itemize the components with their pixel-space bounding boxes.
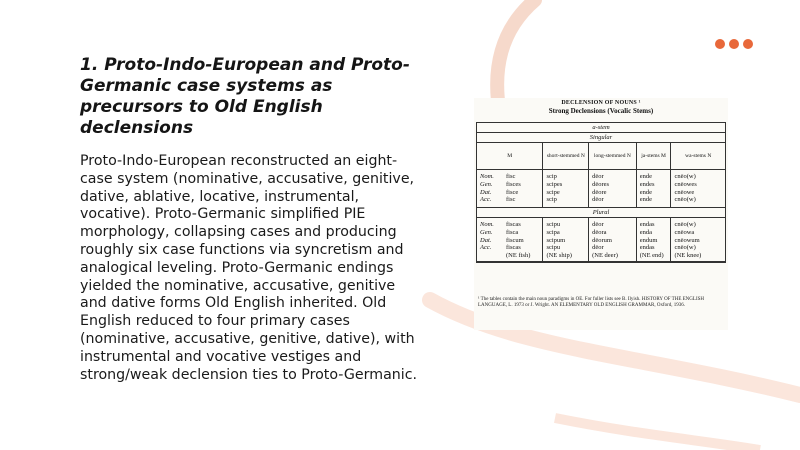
table-cell	[588, 170, 636, 207]
noun-form: fisca	[506, 228, 519, 236]
more-dots-icon[interactable]	[715, 39, 753, 49]
dot-2	[729, 39, 739, 49]
modern-english-gloss: (NE deer)	[592, 252, 618, 260]
table-cell	[636, 218, 671, 261]
table-footnote: ¹ The tables contain the main noun paradigms in OE. For fuller lists see B. Ilyish. HISTORY OF THE ENGLISH LANGUAGE, L. 1973 or J. Wright. AN ELEMENTARY OLD ENGLISH GRAMMAR, Oxford, 1936.	[478, 297, 705, 308]
declension-table-image	[474, 98, 728, 330]
noun-form: dēor	[592, 244, 604, 252]
noun-form: dēores	[592, 180, 610, 188]
noun-form: enda	[639, 228, 652, 236]
noun-form: scipum	[546, 236, 566, 244]
table-cell	[670, 170, 725, 207]
noun-form: cnēo(w)	[674, 221, 696, 228]
noun-form: fisces	[506, 180, 521, 188]
noun-form: scipu	[546, 221, 561, 228]
noun-form: dēor	[592, 196, 604, 204]
noun-form: endas	[639, 221, 655, 228]
table-heading: DECLENSION OF NOUNS ¹	[561, 100, 641, 106]
noun-form: scipe	[546, 188, 560, 196]
noun-form: cnēo(w)	[674, 196, 696, 204]
noun-form: cnēo(w)	[674, 173, 696, 180]
noun-form: dēor	[592, 221, 604, 228]
noun-form: fiscum	[506, 236, 524, 244]
slide-title: 1. Proto-Indo-European and Proto-Germanic case systems as precursors to Old English declensions	[80, 55, 410, 138]
column-header: long-stemmed N	[588, 143, 636, 169]
noun-form: scipa	[546, 228, 560, 236]
noun-form: ende	[639, 196, 652, 204]
column-header: ja-stems M	[636, 143, 671, 169]
noun-form: fiscas	[506, 221, 521, 228]
dot-3	[743, 39, 753, 49]
case-label: Dat.	[480, 236, 492, 244]
noun-form: fiscas	[506, 244, 521, 252]
noun-form: dēorum	[592, 236, 612, 244]
noun-form: dēor	[592, 173, 604, 180]
table-cell	[588, 218, 636, 261]
plural-label: Plural	[477, 208, 725, 218]
noun-form: cnēowes	[674, 180, 697, 188]
table-cell	[542, 170, 588, 207]
table-subheading: Strong Declensions (Vocalic Stems)	[548, 107, 654, 115]
dot-1	[715, 39, 725, 49]
singular-forms	[477, 170, 725, 208]
column-header: M	[507, 153, 513, 159]
case-label: Dat.	[480, 188, 492, 196]
noun-form: scip	[546, 196, 557, 204]
noun-form: cnēowum	[674, 236, 700, 244]
singular-label: Singular	[477, 133, 725, 143]
noun-form: cnēo(w)	[674, 244, 696, 252]
table-cell	[670, 218, 725, 261]
noun-form: dēora	[592, 228, 607, 236]
case-label: Nom.	[480, 173, 494, 180]
modern-english-gloss: (NE fish)	[506, 252, 531, 260]
noun-form: fisce	[506, 188, 519, 196]
noun-form: scipu	[546, 244, 561, 252]
noun-form: fisc	[506, 173, 516, 180]
noun-form: ende	[639, 173, 652, 180]
column-header: wa-stems N	[670, 143, 725, 169]
case-label: Acc.	[480, 196, 492, 204]
column-header-row	[477, 143, 725, 170]
noun-form: endas	[639, 244, 655, 252]
modern-english-gloss: (NE knee)	[674, 252, 702, 260]
modern-english-gloss: (NE ship)	[546, 252, 572, 260]
modern-english-gloss: (NE end)	[639, 252, 664, 260]
table-cell	[542, 218, 588, 261]
case-label: Gen.	[480, 180, 493, 188]
case-label: Acc.	[480, 244, 492, 252]
plural-forms	[477, 218, 725, 262]
table-cell	[477, 218, 542, 261]
declension-table	[476, 122, 726, 263]
noun-form: cnēowa	[674, 228, 695, 236]
table-cell	[477, 170, 542, 207]
noun-form: scip	[546, 173, 557, 180]
case-label: Nom.	[480, 221, 494, 228]
noun-form: fisc	[506, 196, 516, 204]
noun-form: scipes	[546, 180, 563, 188]
noun-form: endes	[639, 180, 655, 188]
noun-form: cnēowe	[674, 188, 695, 196]
table-cell	[636, 170, 671, 207]
slide-body-text: Proto-Indo-European reconstructed an eight-case system (nominative, accusative, genitive, dative, ablative, locative, instrumental, vocative). Proto-Germanic simplified PIE morphology, collapsing cases and producing roughly six case functions via syncretism and analogical leveling. Proto-Germanic endings yielded the nominative, accusative, genitive and dative forms Old English inherited. Old English reduced to four primary cases (nominative, accusative, genitive, dative), with instrumental and vocative vestiges and strong/weak declension ties to Proto-Germanic.	[80, 153, 418, 383]
case-label: Gen.	[480, 228, 493, 236]
noun-form: endum	[639, 236, 658, 244]
noun-form: ende	[639, 188, 652, 196]
noun-form: dēore	[592, 188, 607, 196]
column-header: short-stemmed N	[542, 143, 588, 169]
stem-label: a-stem	[477, 123, 725, 133]
